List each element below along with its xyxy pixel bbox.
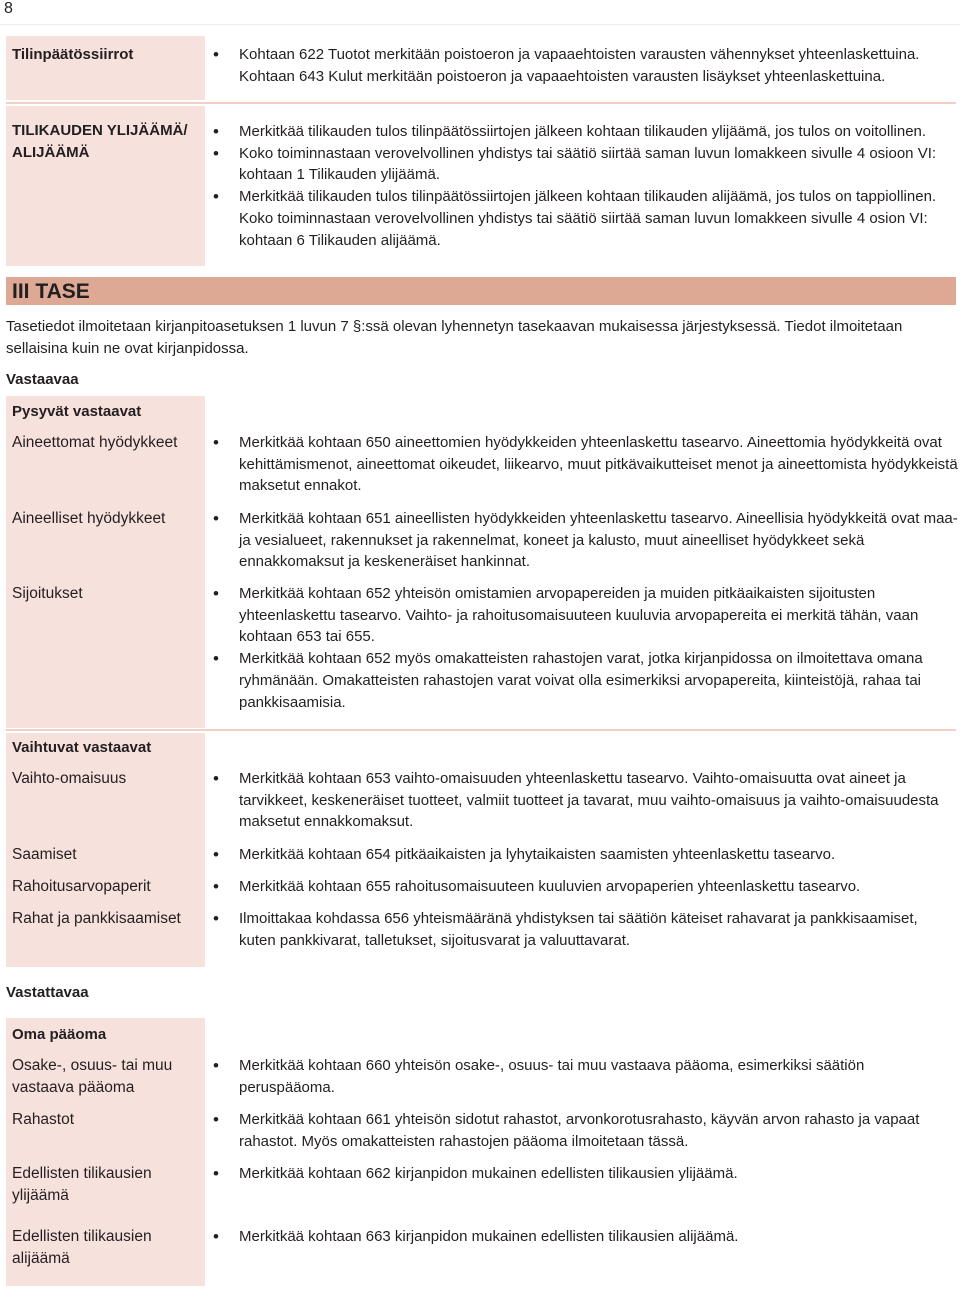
list-item: • Merkitkää kohtaan 661 yhteisön sidotut rahastot, arvonkorotusrahasto, käyvän arvon rahasto ja vapaat rahastot. Myös omakatteisten rahastojen pääoma ilmoitetaan tässä. xyxy=(213,1109,958,1152)
rahoitus-bullets xyxy=(213,876,958,898)
rahoitus-label: Rahoitusarvopaperit xyxy=(12,878,151,895)
list-item: • Merkitkää kohtaan 660 yhteisön osake-, osuus- tai muu vastaava pääoma, esimerkiksi säätiön peruspääoma. xyxy=(213,1055,958,1098)
vastattavaa-heading: Vastattavaa xyxy=(6,984,89,1001)
saamiset-bullets xyxy=(213,844,958,866)
rahastot-label: Rahastot xyxy=(12,1111,75,1128)
list-item: • Merkitkää kohtaan 651 aineellisten hyödykkeiden yhteenlaskettu tasearvo. Aineellisia hyödykkeitä ovat maa- ja vesialueet, rakennukset ja rakennelmat, koneet ja kalusto, muut aineelliset hyödykkeet sekä ennakkomaksut ja keskeneräiset hankinnat. xyxy=(213,508,958,573)
tilikauden-label-line1: TILIKAUDEN YLIJÄÄMÄ/ xyxy=(12,122,188,139)
tilikauden-bullets xyxy=(213,121,958,251)
list-item: • Merkitkää kohtaan 663 kirjanpidon mukainen edellisten tilikausien alijäämä. xyxy=(213,1226,958,1248)
aineelliset-bullets xyxy=(213,508,958,573)
aineettomat-label: Aineettomat hyödykkeet xyxy=(12,434,178,451)
page-number: 8 xyxy=(4,0,13,17)
list-item: • Merkitkää tilikauden tulos tilinpäätössiirtojen jälkeen kohtaan tilikauden alijäämä, jos tulos on tappiollinen. Koko toiminnastaan verovelvollinen yhdistys tai säätiö siirtää saman luvun lomakkeen sivulle 4 osion VI: kohtaan 6 Tilikauden alijäämä. xyxy=(213,186,958,251)
list-item: • Merkitkää kohtaan 652 myös omakatteisten rahastojen varat, jotka kirjanpidossa on ilmoitettava omana ryhmänään. Omakatteisten rahastojen varat voivat olla esimerkiksi arvopapereita, kiinteistöjä, rahaa tai pankkisaamisia. xyxy=(213,648,958,713)
divider xyxy=(6,729,956,731)
sijoitukset-label: Sijoitukset xyxy=(12,585,83,602)
rahastot-bullets xyxy=(213,1109,958,1152)
pysyvat-heading: Pysyvät vastaavat xyxy=(12,403,142,420)
list-item: • Merkitkää kohtaan 662 kirjanpidon mukainen edellisten tilikausien ylijäämä. xyxy=(213,1163,958,1185)
divider xyxy=(6,102,956,104)
list-item: • Merkitkää kohtaan 655 rahoitusomaisuuteen kuuluvien arvopaperien yhteenlaskettu tasearvo. xyxy=(213,876,958,898)
tase-intro: Tasetiedot ilmoitetaan kirjanpitoasetuksen 1 luvun 7 §:ssä olevan lyhennetyn tasekaavan mukaisessa järjestyksessä. Tiedot ilmoitetaan sellaisina kuin ne ovat kirjanpidossa. xyxy=(6,318,903,357)
tilinpaatossiirrot-label: Tilinpäätössiirrot xyxy=(12,46,134,63)
vaihtuvat-heading: Vaihtuvat vastaavat xyxy=(12,739,152,756)
edellisten-alijaama-label: Edellisten tilikausien alijäämä xyxy=(12,1228,152,1267)
edellisten-ylijaama-label: Edellisten tilikausien ylijäämä xyxy=(12,1165,152,1204)
list-item: • Merkitkää kohtaan 654 pitkäaikaisten ja lyhytaikaisten saamisten yhteenlaskettu tasearvo. xyxy=(213,844,958,866)
aineettomat-bullets xyxy=(213,432,958,497)
edellisten-ylijaama-bullets xyxy=(213,1163,958,1185)
osake-label: Osake-, osuus- tai muu vastaava pääoma xyxy=(12,1057,173,1096)
osake-bullets xyxy=(213,1055,958,1098)
edellisten-alijaama-bullets xyxy=(213,1226,958,1248)
list-item: • Merkitkää kohtaan 653 vaihto-omaisuuden yhteenlaskettu tasearvo. Vaihto-omaisuutta ovat aineet ja tarvikkeet, keskeneräiset tuotteet, valmiit tuotteet ja tavarat, muu vaihto-omaisuus ja vaihto-omaisuudesta maksetut ennakkomaksut. xyxy=(213,768,958,833)
list-item: • Merkitkää tilikauden tulos tilinpäätössiirtojen jälkeen kohtaan tilikauden ylijäämä, jos tulos on voitollinen. xyxy=(213,121,958,143)
list-item: • Merkitkää kohtaan 650 aineettomien hyödykkeiden yhteenlaskettu tasearvo. Aineettomia hyödykkeitä ovat kehittämismenot, aineettomat oikeudet, liikearvo, muut pitkävaikutteiset menot ja aineettomista hyödykkeistä maksetut ennakot. xyxy=(213,432,958,497)
top-divider xyxy=(0,24,960,25)
vaihto-label: Vaihto-omaisuus xyxy=(12,770,127,787)
list-item: • Merkitkää kohtaan 652 yhteisön omistamien arvopapereiden ja muiden pitkäaikaisten sijoitusten yhteenlaskettu tasearvo. Vaihto- ja rahoitusomaisuuteen kuuluvia arvopapereita ei merkitä tähän, vaan kohtaan 653 tai 655. xyxy=(213,583,958,648)
list-item: • Koko toiminnastaan verovelvollinen yhdistys tai säätiö siirtää saman luvun lomakkeen sivulle 4 osioon VI: kohtaan 1 Tilikauden ylijäämä. xyxy=(213,143,958,186)
rahat-label: Rahat ja pankkisaamiset xyxy=(12,910,181,927)
rahat-bullets xyxy=(213,908,958,951)
list-item: • Ilmoittakaa kohdassa 656 yhteismääränä yhdistyksen tai säätiön käteiset rahavarat ja pankkisaamiset, kuten pankkivarat, talletukset, sijoitusvarat ja valuuttavarat. xyxy=(213,908,958,951)
tilinpaatossiirrot-bullets xyxy=(213,44,958,87)
saamiset-label: Saamiset xyxy=(12,846,77,863)
vaihto-bullets xyxy=(213,768,958,833)
oma-paaoma-heading: Oma pääoma xyxy=(12,1026,107,1043)
sijoitukset-bullets xyxy=(213,583,958,713)
section-title: III TASE xyxy=(12,280,90,303)
aineelliset-label: Aineelliset hyödykkeet xyxy=(12,510,166,527)
vastaavaa-heading: Vastaavaa xyxy=(6,371,79,388)
list-item: • Kohtaan 622 Tuotot merkitään poistoeron ja vapaaehtoisten varausten vähennykset yhteenlaskettuina. Kohtaan 643 Kulut merkitään poistoeron ja vapaaehtoisten varausten lisäykset yhteenlaskettuina. xyxy=(213,44,958,87)
section-header-bar xyxy=(6,277,956,305)
tilikauden-label-line2: ALIJÄÄMÄ xyxy=(12,144,90,161)
